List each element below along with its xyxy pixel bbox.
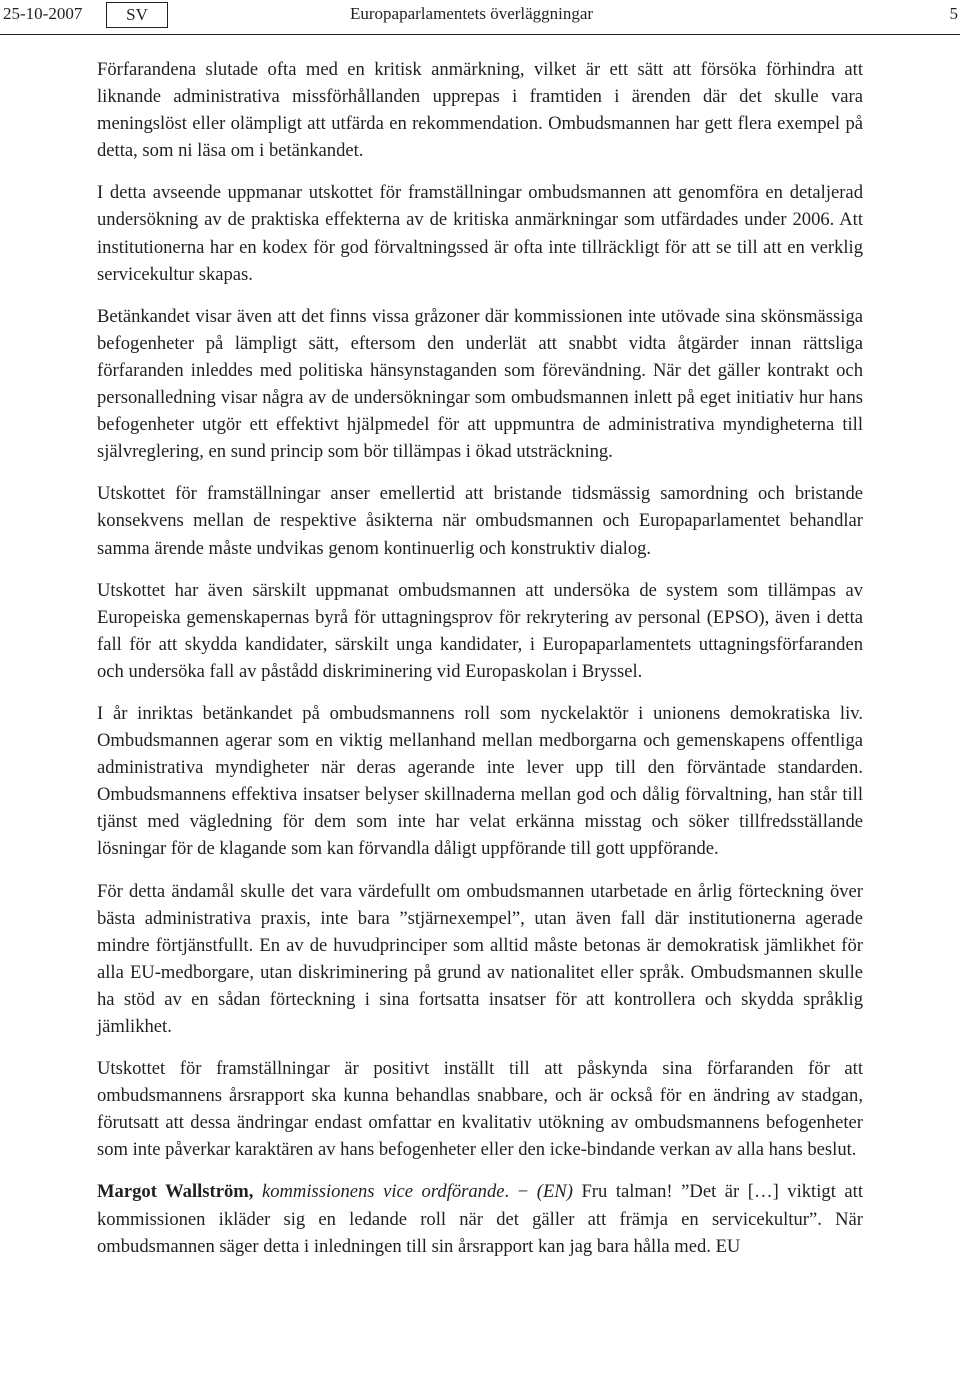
paragraph: Betänkandet visar även att det finns vissa gråzoner där kommissionen inte utövade sina skönsmässiga befogenheter på lämpligt sätt, eftersom den underlät att snabbt vidta åtgärder innan rättsliga förfaranden inleddes med politiska hänsynstaganden som förevändning. När det gäller kontrakt och personalledning visar några av de undersökningar som ombudsmannen inlett på eget initiativ hur hans befogenheter utgör ett effektivt hjälpmedel för att uppmuntra de administrativa myndigheterna till självreglering, en sund princip som bör tillämpas i ökad utsträckning. xyxy=(97,305,863,463)
speaker-role: kommissionens vice ordförande xyxy=(261,1181,505,1203)
header-date: 25-10-2007 xyxy=(3,4,83,23)
paragraph: Utskottet har även särskilt uppmanat ombudsmannen att undersöka de system som tillämpas av Europeiska gemenskapernas byrå för uttagningsprov för rekrytering av personal (EPSO), även i detta fall för att skydda kandidater, särskilt unga kandidater, i Europaparlamentets uttagningsförfaranden och undersöka fall av påstådd diskriminering vid Europaskolan i Bryssel. xyxy=(97,579,863,682)
header-title: Europaparlamentets överläggningar xyxy=(350,4,594,23)
paragraph: Förfarandena slutade ofta med en kritisk anmärkning, vilket är ett sätt att försöka förhindra att liknande administrativa missförhållanden upprepas i framtiden i ärenden där det skulle vara meningslöst eller olämpligt att utfärda en rekommendation. Ombudsmannen har gett flera exempel på detta, som ni läsa om i betänkandet. xyxy=(97,59,863,162)
language-tag: (EN) xyxy=(536,1181,573,1203)
paragraph: Utskottet för framställningar anser emellertid att bristande tidsmässig samordning och bristande konsekvens mellan de respektive åsikterna när ombudsmannen och Europaparlamentet behandlar samma ärende måste undvikas genom kontinuerlig och konstruktiv dialog. xyxy=(97,483,863,559)
paragraph: I detta avseende uppmanar utskottet för framställningar ombudsmannen att genomföra en detaljerad undersökning av de praktiska effekterna av de kritiska anmärkningar som utfärdades under 2006. Att institutionerna har en kodex för god förvaltningssed är ofta inte tillräckligt för att se till att en verklig servicekultur skapas. xyxy=(97,182,863,285)
page-number: 5 xyxy=(949,4,958,23)
paragraph: I år inriktas betänkandet på ombudsmannens roll som nyckelaktör i unionens demokratiska liv. Ombudsmannen agerar som en viktig mellanhand mellan medborgarna och gemenskapens offentliga administrativa myndigheter när deras agerande inte lever upp till den förväntade standarden. Ombudsmannens effektiva insatser belyser skillnaderna mellan god och dålig förvaltning, han står till tjänst med vägledning för dem som inte har velat erkänna misstag och söker tillfredsställande lösningar för de klagande som kan förvandla dåligt uppförande till gott uppförande. xyxy=(97,702,863,860)
speech-text: Fru talman! ”Det är […] viktigt att kommissionen ikläder sig en ledande roll när det gäller att främja en servicekultur”. När ombudsmannen säger detta i inledningen till sin årsrapport kan jag bara hålla med. EU xyxy=(97,1181,863,1257)
document-body xyxy=(97,56,863,1275)
paragraph: För detta ändamål skulle det vara värdefullt om ombudsmannen utarbetade en årlig förteckning över bästa administrativa praxis, inte bara ”stjärnexempel”, utan även fall där institutionerna agerade mindre förtjänstfullt. En av de huvudprinciper som alltid måste betonas är demokratisk jämlikhet för alla EU-medborgare, utan diskriminering på grund av nationalitet eller språk. Ombudsmannen skulle ha stöd av en sådan förteckning i sina fortsatta insatser för att kontrollera och skydda språklig jämlikhet. xyxy=(97,880,863,1037)
language-code-box: SV xyxy=(106,2,168,28)
speaker-name: Margot Wallström, xyxy=(97,1181,254,1203)
paragraph: Utskottet för framställningar är positivt inställt till att påskynda sina förfaranden för att ombudsmannens årsrapport ska kunna behandlas snabbare, och är också för en ändring av stadgan, förutsatt att dessa ändringar endast omfattar en kvalitativ utökning av ombudsmannens befogenheter som inte påverkar karaktären av hans befogenheter eller den icke-bindande verkan av alla hans beslut. xyxy=(97,1058,863,1161)
page-header xyxy=(0,0,960,35)
speech-paragraph xyxy=(97,1178,863,1259)
speech-separator: . − xyxy=(504,1181,537,1203)
